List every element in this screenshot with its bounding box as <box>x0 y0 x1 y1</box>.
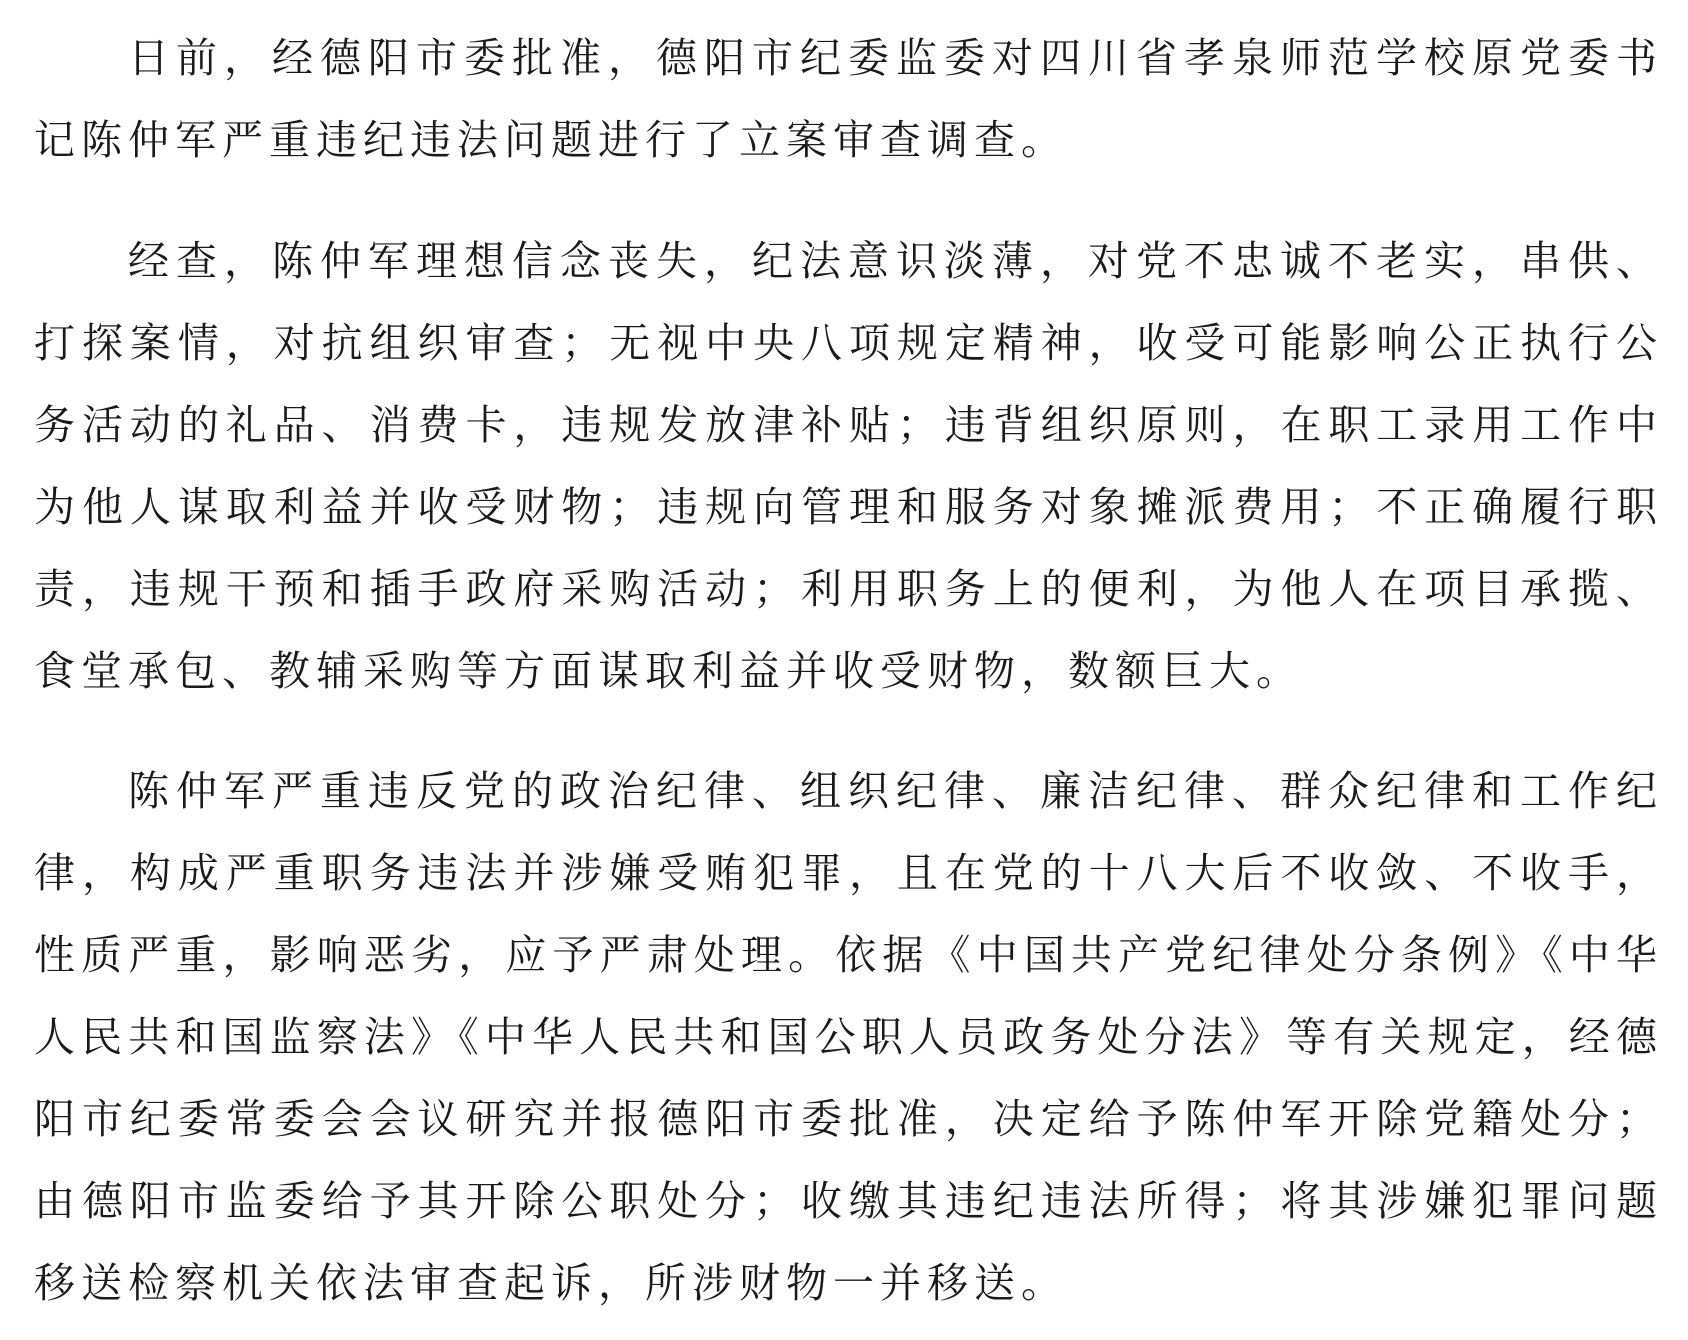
paragraph-intro: 日前，经德阳市委批准，德阳市纪委监委对四川省孝泉师范学校原党委书记陈仲军严重违纪违法问题进行了立案审查调查。 <box>34 34 1663 164</box>
paragraph-decision: 陈仲军严重违反党的政治纪律、组织纪律、廉洁纪律、群众纪律和工作纪律，构成严重职务违法并涉嫌受贿犯罪，且在党的十八大后不收敛、不收手，性质严重，影响恶劣，应予严肃处理。依据《中国共产党纪律处分条例》《中华人民共和国监察法》《中华人民共和国公职人员政务处分法》等有关规定，经德阳市纪委常委会会议研究并报德阳市委批准，决定给予陈仲军开除党籍处分；由德阳市监委给予其开除公职处分；收缴其违纪违法所得；将其涉嫌犯罪问题移送检察机关依法审查起诉，所涉财物一并移送。 <box>34 767 1663 1307</box>
paragraph-findings: 经查，陈仲军理想信念丧失，纪法意识淡薄，对党不忠诚不老实，串供、打探案情，对抗组织审查；无视中央八项规定精神，收受可能影响公正执行公务活动的礼品、消费卡，违规发放津补贴；违背组织原则，在职工录用工作中为他人谋取利益并收受财物；违规向管理和服务对象摊派费用；不正确履行职责，违规干预和插手政府采购活动；利用职务上的便利，为他人在项目承揽、食堂承包、教辅采购等方面谋取利益并收受财物，数额巨大。 <box>34 237 1663 695</box>
